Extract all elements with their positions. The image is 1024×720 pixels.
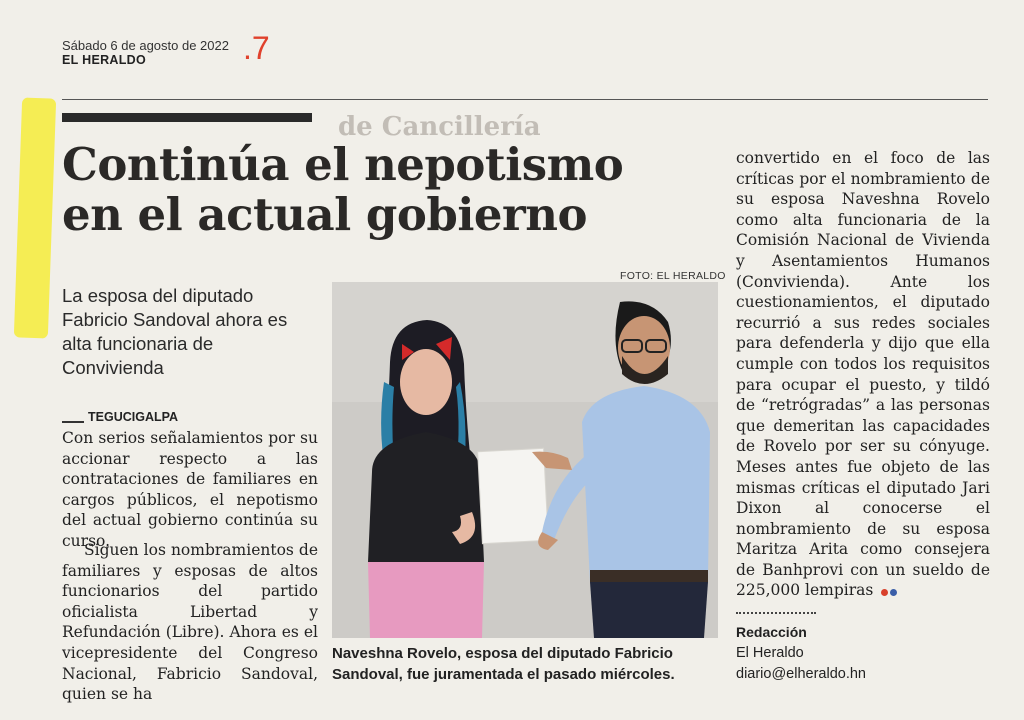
second-paragraph-text: Siguen los nombramientos de familiares y esposas de altos funcionarios del partido oficialista Libertad y Refundación (Libre). Ahora es el vicepresidente del Congreso Nacional, Fabricio Sandoval, quien se ha	[62, 541, 318, 704]
bleed-through-text: de Cancillería	[338, 112, 541, 142]
second-paragraph	[62, 540, 318, 705]
page-number: .7	[243, 30, 270, 66]
lead-text: Con serios señalamientos por su accionar respecto a las contrataciones de familiares en cargos públicos, el nepotismo del actual gobierno continúa su curso.	[62, 429, 318, 550]
end-of-article-mark	[881, 581, 899, 602]
highlighter-mark	[14, 97, 56, 338]
dateline-rule	[62, 421, 84, 423]
byline-separator	[736, 612, 816, 614]
photo-caption: Naveshna Rovelo, esposa del diputado Fabricio Sandoval, fue juramentada el pasado miércoles.	[332, 645, 675, 683]
headline-line-1: Continúa el nepotismo	[62, 138, 624, 191]
newspaper-name: EL HERALDO	[62, 53, 147, 67]
section-bar	[62, 113, 312, 122]
end-dot-red	[881, 589, 888, 596]
photo-credit: FOTO: EL HERALDO	[620, 270, 726, 282]
continuation-text: convertido en el foco de las críticas por el nombramiento de su esposa Naveshna Rovelo como alta funcionaria de la Comisión Nacional de Vivienda y Asentamientos Humanos (Convivienda). Ante los cuestionamientos, el diputado recurrió a sus redes sociales para defenderla y dijo que ella cumple con todos los requisitos para ocupar el puesto, y tildó de “retrógradas” a las personas que demeritan las capacidades de Rovelo por ser su cónyuge. Meses antes fue objeto de las mismas críticas el diputado Jari Dixon al conocerse el nombramiento de su esposa Maritza Arita como consejera de Banhprovi con un sueldo de 225,000 lempiras	[736, 149, 990, 600]
photo-illustration	[332, 282, 718, 638]
end-dot-blue	[890, 589, 897, 596]
article-subhead: La esposa del diputado Fabricio Sandoval ahora es alta funcionaria de Convivienda	[62, 285, 288, 378]
byline-label: Redacción	[736, 624, 807, 640]
article-photo	[332, 282, 718, 638]
lead-paragraph	[62, 428, 318, 552]
certificate	[478, 448, 549, 543]
header-rule	[62, 99, 988, 100]
headline-line-2: en el actual gobierno	[62, 188, 587, 241]
byline-email: diario@elheraldo.hn	[736, 666, 866, 682]
continuation-column	[736, 148, 990, 602]
byline-outlet: El Heraldo	[736, 645, 804, 661]
issue-date: Sábado 6 de agosto de 2022	[62, 38, 229, 53]
article-headline	[62, 140, 702, 240]
dateline: TEGUCIGALPA	[88, 410, 179, 424]
